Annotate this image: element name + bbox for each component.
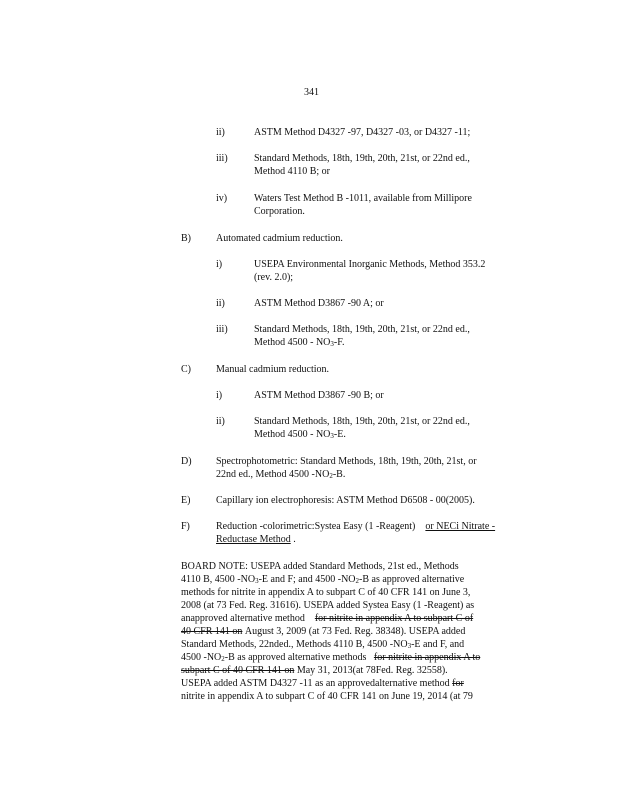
item-text <box>254 336 344 351</box>
inserted-text: Reductase Method <box>216 534 291 545</box>
inserted-text: or NECi Nitrate - <box>425 521 496 532</box>
item-text: ASTM Method D4327 -97, D4327 -03, or D4327 -11; <box>254 127 471 138</box>
item-text: ASTM Method D3867 -90 B; or <box>254 390 384 401</box>
page-number: 341 <box>304 87 319 98</box>
text-run: Standard Methods, 22nded., Methods 4110 B, 4500 -NO <box>181 639 408 650</box>
deleted-text: for nitrite in appendix A to <box>373 652 481 663</box>
item-text: ASTM Method D3867 -90 A; or <box>254 298 384 309</box>
item-text: Standard Methods, 18th, 19th, 20th, 21st, or 22nd ed., <box>254 416 470 427</box>
subscript: 2 <box>355 577 360 585</box>
deleted-text: subpart C of 40 CFR 141 on <box>181 665 295 676</box>
item-number: ii) <box>216 127 225 138</box>
text-run: -E. <box>333 429 346 440</box>
deleted-text: 40 CFR 141 on <box>181 626 243 637</box>
subscript: 3 <box>330 340 334 348</box>
text-run: 4110 B, 4500 -NO <box>181 574 256 585</box>
note-line: methods for nitrite in appendix A to subpart C of 40 CFR 141 on June 3, <box>181 587 471 598</box>
section-text <box>216 468 345 483</box>
text-run: -B as approved alternative methods <box>224 652 367 663</box>
section-letter: F) <box>181 521 190 532</box>
subscript: 3 <box>330 432 334 440</box>
deleted-text: for nitrite in appendix A to subpart C of <box>314 613 474 624</box>
item-text: USEPA Environmental Inorganic Methods, Method 353.2 <box>254 259 486 270</box>
item-number: ii) <box>216 416 225 427</box>
note-line: 2008 (at 73 Fed. Reg. 31616). USEPA added Systea Easy (1 -Reagent) as <box>181 600 475 611</box>
item-text: Standard Methods, 18th, 19th, 20th, 21st, or 22nd ed., <box>254 324 470 335</box>
text-run: -E and F; and 4500 -NO <box>258 574 356 585</box>
item-text <box>254 428 346 443</box>
text-run: 22nd ed., Method 4500 -NO <box>216 469 330 480</box>
note-line: nitrite in appendix A to subpart C of 40 CFR 141 on June 19, 2014 (at 79 <box>181 691 473 702</box>
note-line <box>181 625 465 638</box>
text-run: . <box>293 534 296 545</box>
section-heading: Manual cadmium reduction. <box>216 364 330 375</box>
item-number: iii) <box>216 324 228 335</box>
item-text: Method 4110 B; or <box>254 166 331 177</box>
text-run: USEPA added ASTM D4327 -11 as an approvedalternative method <box>181 678 450 689</box>
section-text: Capillary ion electrophoresis: ASTM Method D6508 - 00(2005). <box>216 495 475 506</box>
subscript: 2 <box>221 655 225 663</box>
text-run: 4500 -NO <box>181 652 222 663</box>
section-text <box>216 533 296 546</box>
note-line: BOARD NOTE: USEPA added Standard Methods, 21st ed., Methods <box>181 561 459 572</box>
section-text: Spectrophotometric: Standard Methods, 18th, 19th, 20th, 21st, or <box>216 456 477 467</box>
item-text: Standard Methods, 18th, 19th, 20th, 21st, or 22nd ed., <box>254 153 470 164</box>
item-number: iii) <box>216 153 228 164</box>
item-number: i) <box>216 259 223 270</box>
text-run: -F. <box>333 337 345 348</box>
text-run: -B. <box>332 469 346 480</box>
section-letter: E) <box>181 495 191 506</box>
text-run: anapproved alternative method <box>181 613 305 624</box>
item-number: ii) <box>216 298 225 309</box>
text-run: Reduction -colorimetric:Systea Easy (1 -Reagent) <box>216 521 416 532</box>
item-number: iv) <box>216 193 228 204</box>
section-letter: C) <box>181 364 191 375</box>
text-run: May 31, 2013(at 78Fed. Reg. 32558). <box>296 665 448 676</box>
subscript: 2 <box>329 472 333 480</box>
section-letter: D) <box>181 456 192 467</box>
subscript: 3 <box>407 642 412 650</box>
section-letter: B) <box>181 233 191 244</box>
item-text: Corporation. <box>254 206 305 217</box>
item-text: (rev. 2.0); <box>254 272 294 283</box>
note-line <box>181 664 448 677</box>
text-run: -E and F, and <box>411 639 465 650</box>
section-heading: Automated cadmium reduction. <box>216 233 343 244</box>
section-text <box>216 520 495 533</box>
deleted-text: for <box>452 678 464 689</box>
note-line <box>181 677 464 690</box>
note-line <box>181 612 473 625</box>
item-text: Waters Test Method B -1011, available from Millipore <box>254 193 472 204</box>
text-run: -B as approved alternative <box>359 574 465 585</box>
text-run: Method 4500 - NO <box>254 429 331 440</box>
text-run: Method 4500 - NO <box>254 337 331 348</box>
text-run: August 3, 2009 (at 73 Fed. Reg. 38348). USEPA added <box>244 626 466 637</box>
subscript: 3 <box>255 577 259 585</box>
item-number: i) <box>216 390 223 401</box>
